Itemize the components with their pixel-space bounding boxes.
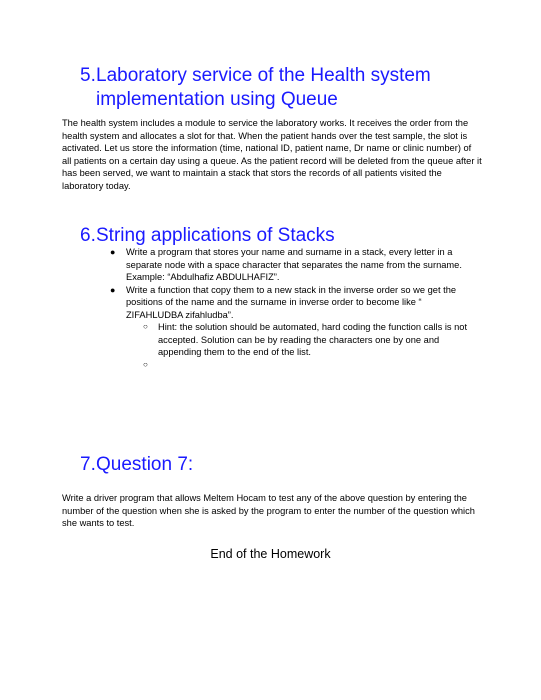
- section-7-heading: [80, 453, 193, 477]
- bullet-text: Write a function that copy them to a new stack in the inverse order so we get the positions of the name and the surname in inverse order to become like “ ZIFAHLUDBA zifahludba”.: [126, 284, 457, 320]
- section-7-title: Question 7:: [96, 454, 194, 475]
- section-5-paragraph: The health system includes a module to service the laboratory works. It receives the order from the health system and allocates a slot for that. When the patient hands over the test sample, the slot is activated. Let us store the information (time, national ID, patient name, Dr name or clinic number) of all patients on a certain day using a queue. As the patient record will be deleted from the queue after it has been served, we want to maintain a stack that stors the records of all patients visited the laboratory today.: [62, 118, 482, 191]
- sub-bullet-item: [142, 321, 480, 359]
- sub-bullet-item: [142, 359, 480, 372]
- hollow-bullet-icon: ○: [143, 359, 148, 369]
- bullet-text: Write a program that stores your name and surname in a stack, every letter in a separate node with a space character that separates the name from the surname. Example: “Abdulhafiz ABDULHAFIZ”.: [126, 247, 462, 282]
- section-6-heading: [80, 224, 335, 248]
- sub-bullet-text: Hint: the solution should be automated, hard coding the function calls is not accepted. Solution can be by reading the characters one by one and appending them to the end of the list.: [158, 322, 468, 357]
- section-7-number: 7.: [80, 454, 96, 475]
- end-of-homework-text: End of the Homework: [210, 547, 331, 561]
- section-6-bullet-list: [110, 246, 480, 371]
- bullet-item: [110, 246, 480, 284]
- section-6-number: 6.: [80, 225, 96, 246]
- sub-bullet-list: [126, 321, 480, 371]
- section-5-number: 5.: [80, 65, 96, 86]
- section-5-title-line1: Laboratory service of the Health system: [96, 65, 431, 86]
- section-5-title-line2: implementation using Queue: [96, 89, 338, 110]
- section-7-paragraph: Write a driver program that allows Meltem Hocam to test any of the above question by entering the number of the question when she is asked by the program to enter the number of the question which she wants to test.: [62, 493, 475, 528]
- bullet-item: [110, 284, 480, 372]
- bullet-icon: ●: [110, 247, 116, 257]
- hollow-bullet-icon: ○: [143, 322, 148, 331]
- section-5-heading: [80, 64, 431, 112]
- section-6-title: String applications of Stacks: [96, 225, 335, 246]
- bullet-icon: ●: [110, 284, 116, 295]
